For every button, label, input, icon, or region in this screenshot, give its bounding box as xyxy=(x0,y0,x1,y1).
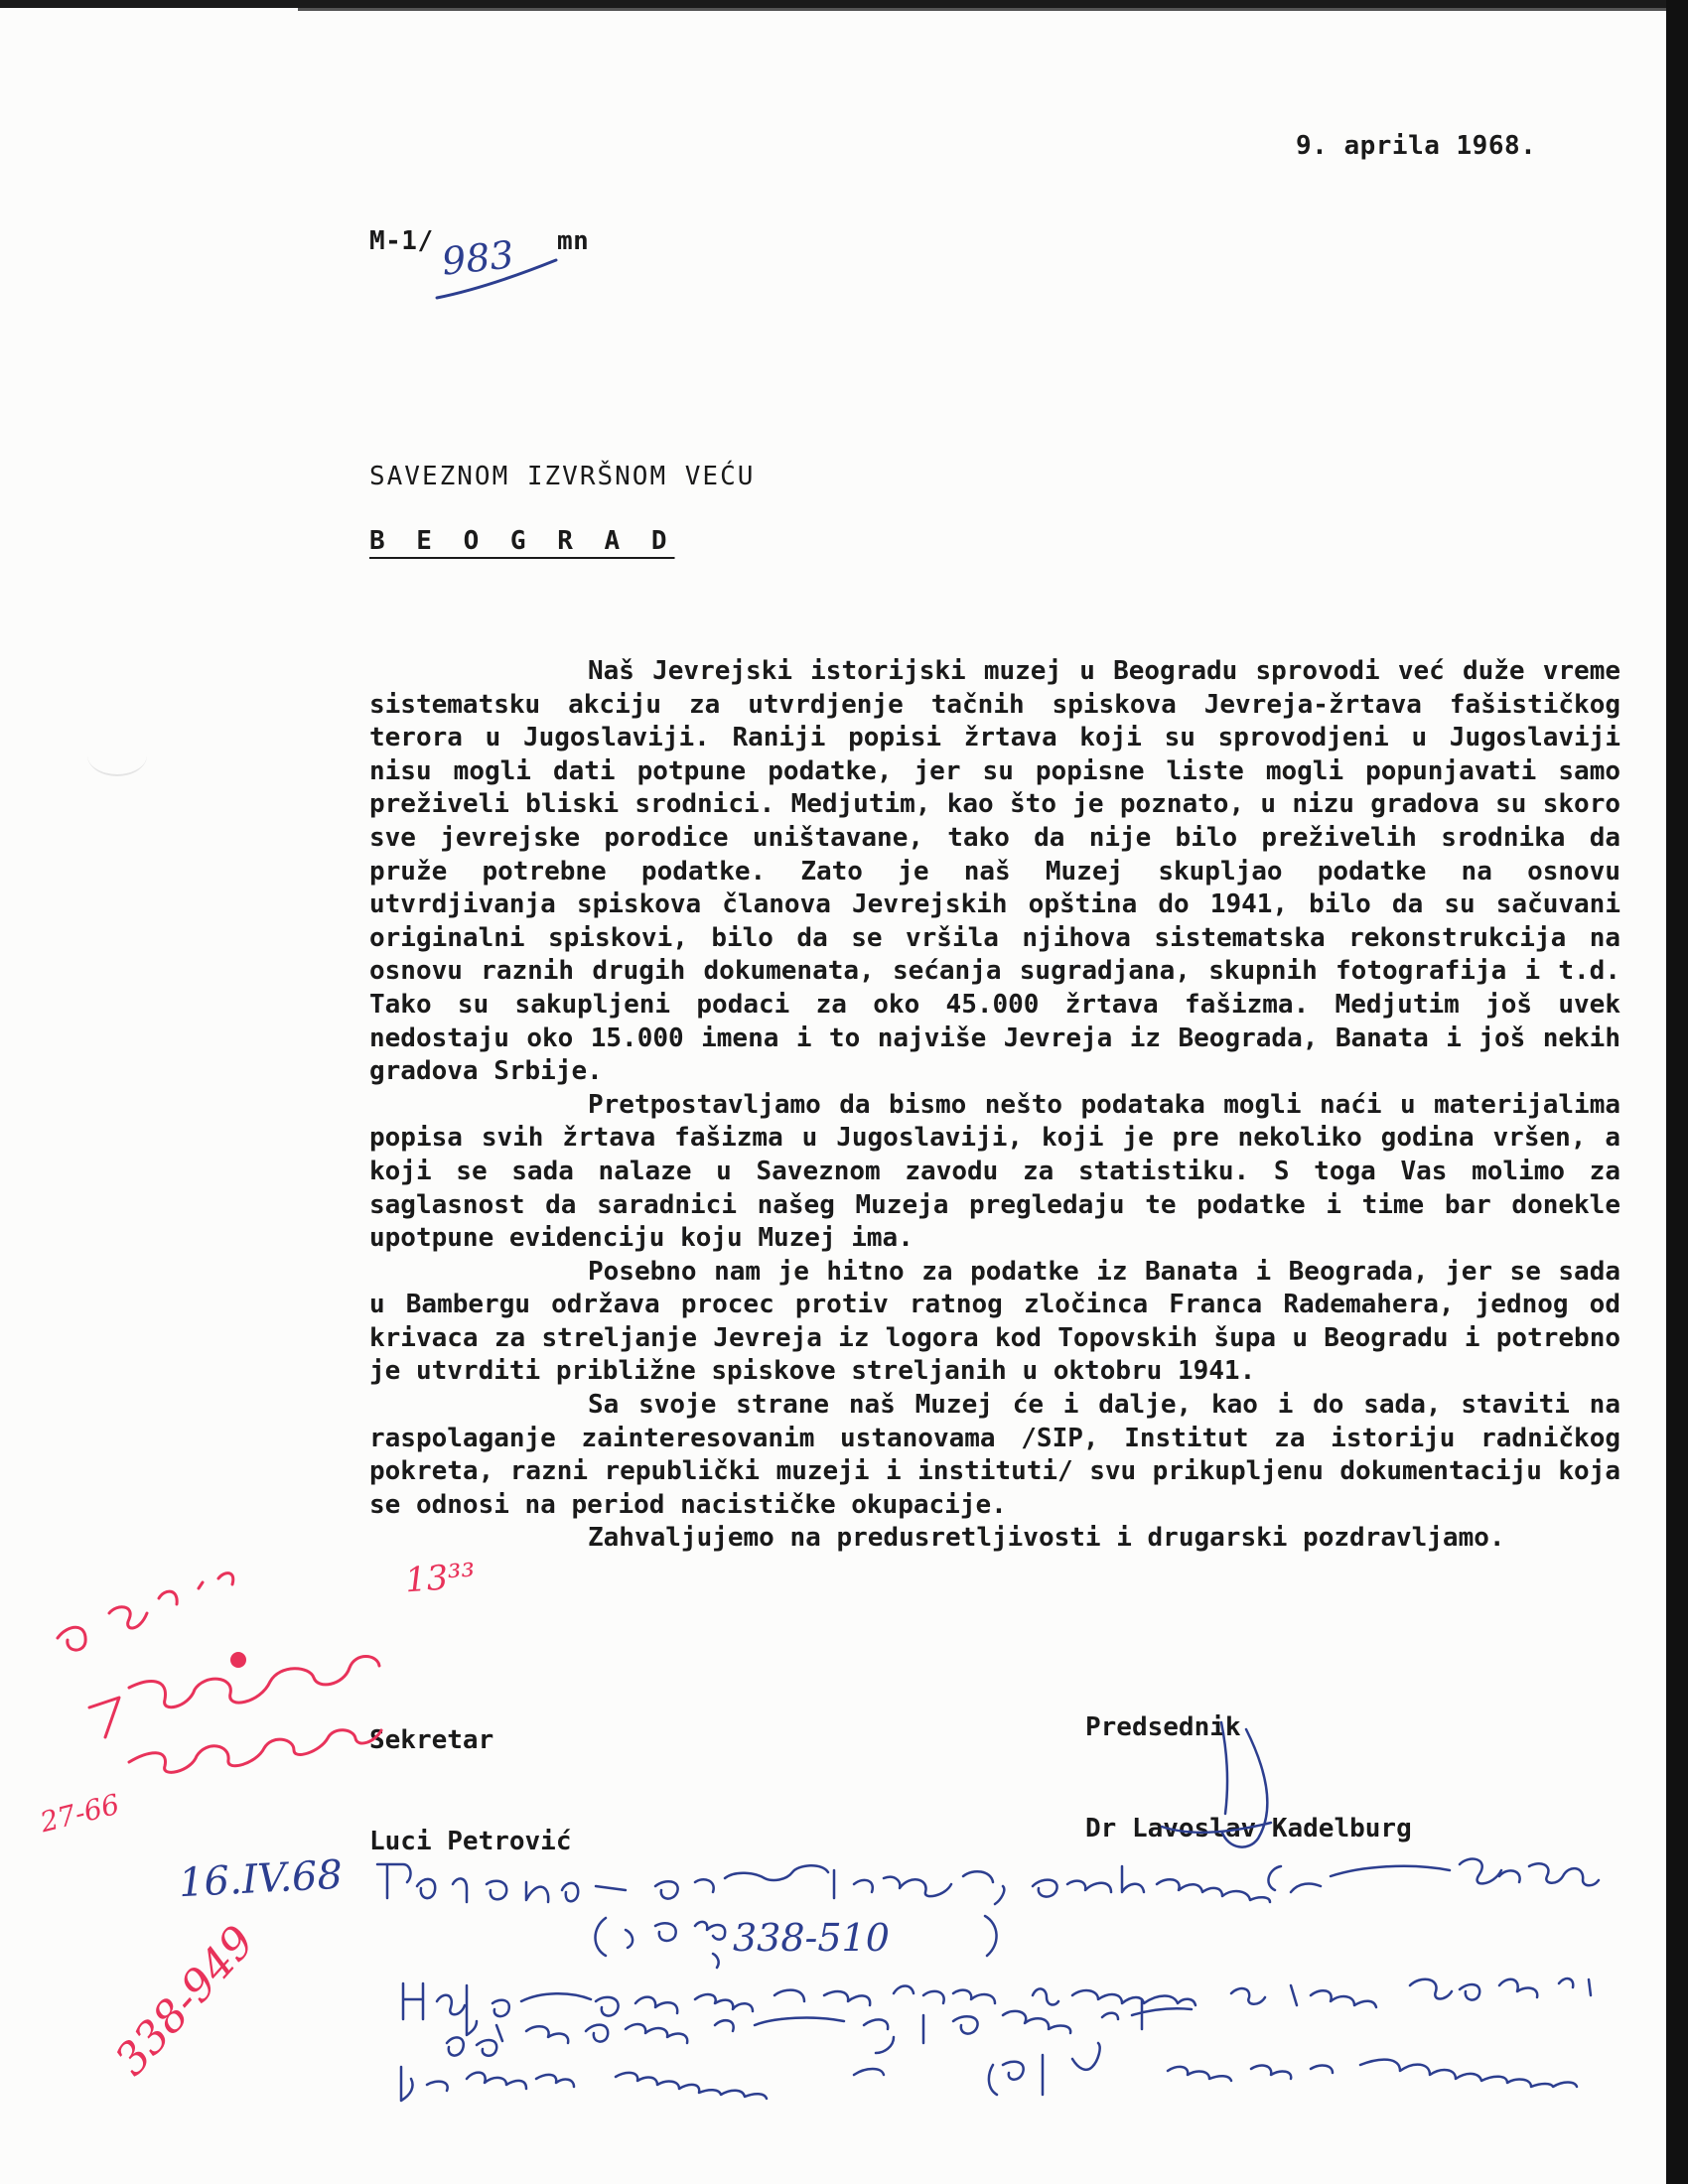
scan-edge-top xyxy=(0,0,1688,8)
blue-line-1b xyxy=(655,1865,993,1898)
blue-line-4a xyxy=(447,1999,1192,2056)
blue-line-5a xyxy=(401,2067,884,2101)
letter-date: 9. aprila 1968. xyxy=(1296,131,1537,161)
blue-line-3a xyxy=(403,1983,870,2035)
president-name: Dr Lavoslav Kadelburg xyxy=(1085,1814,1412,1843)
pink-scribble-2 xyxy=(89,1657,379,1738)
secretary-title: Sekretar xyxy=(369,1725,494,1755)
pink-annotation-number: 338-949 xyxy=(105,1916,265,2086)
reference-prefix: M-1/ xyxy=(369,226,434,256)
blue-annotation-number: 338-510 xyxy=(733,1916,890,1960)
paragraph: Posebno nam je hitno za podatke iz Banata i Beograda, jer se sada u Bambergu održava procec protiv ratnog zločinca Franca Rademahera, jednog od krivaca za streljanje Jevreja iz logora kod Topovskih šupa u Beogradu i potrebno je utvrditi približne spiskove streljanih u oktobru 1941. xyxy=(369,1256,1620,1387)
recipient-city: B E O G R A D xyxy=(369,526,675,556)
president-title: Predsednik xyxy=(1085,1712,1241,1742)
scan-edge-right xyxy=(1666,0,1688,2184)
paragraph: Naš Jevrejski istorijski muzej u Beogradu sprovodi već duže vreme sistematsku akciju za utvrdjenje tačnih spiskova Jevreja-žrtava fašističkog terora u Jugoslaviji. Raniji popisi žrtava koji su sprovodjeni u Jugoslaviji nisu mogli dati potpune podatke, jer su popisne liste mogli popunjavati samo preživeli bliski srodnici. Medjutim, kao što je poznato, u nizu gradova su skoro sve jevrejske porodice uništavane, tako da nije bilo preživelih srodnika da pruže potrebne podatke. Zato je naš Muzej skupljao podatke na osnovu utvrdjivanja spiskova članova Jevrejskih opština do 1941, bilo da su sačuvani originalni spiskovi, bilo da se vršila njihova sistematska rekonstrukcija na osnovu raznih drugih dokumenata, sećanja sugradjana, skupnih fotografija i t.d. Tako su sakupljeni podaci za oko 45.000 žrtava fašizma. Medjutim još uvek nedostaju oko 15.000 imena i to najviše Jevreja iz Beograda, Banata i još nekih gradova Srbije. xyxy=(369,656,1620,1087)
punch-hole-mark xyxy=(87,735,147,776)
scan-edge-top-line xyxy=(298,8,1668,11)
paragraph: Sa svoje strane naš Muzej će i dalje, kao i do sada, staviti na raspolaganje zainteresovanim ustanovama /SIP, Institut za istoriju radničkog pokreta, razni republički muzeji i instituti/ svu prikupljenu dokumentaciju koja se odnosi na period nacističke okupacije. xyxy=(369,1390,1620,1520)
reference-suffix: mn xyxy=(557,226,590,256)
pink-scribble-1 xyxy=(58,1573,233,1650)
recipient: SAVEZNOM IZVRŠNOM VEĆU xyxy=(369,462,756,491)
pink-annotation-number: 13³³ xyxy=(403,1556,477,1601)
letter-body xyxy=(369,655,1620,1556)
signature-block-president xyxy=(1085,1643,1412,1913)
paragraph: Zahvaljujemo na predusretljivosti i drugarski pozdravljamo. xyxy=(588,1523,1505,1554)
pink-scribble-3 xyxy=(129,1730,381,1773)
signature-block-secretary xyxy=(369,1656,572,1926)
blue-line-3b xyxy=(894,1979,1591,2007)
reference-number: 983 xyxy=(439,232,516,284)
secretary-name: Luci Petrović xyxy=(369,1827,572,1856)
blue-line-5b xyxy=(989,2043,1577,2095)
pink-annotation-number: 27-66 xyxy=(37,1787,123,1840)
paragraph: Pretpostavljamo da bismo nešto podataka mogli naći u materijalima popisa svih žrtava fašizma u Jugoslaviji, koji je pre nekoliko godina vršen, a koji se sada nalaze u Saveznom zavodu za statistiku. S toga Vas molimo za saglasnost da saradnici našeg Muzeja pregledaju te podatke i time bar donekle upotpune evidenciju koju Muzej ima. xyxy=(369,1089,1620,1254)
blue-annotation-date: 16.IV.68 xyxy=(177,1851,345,1907)
